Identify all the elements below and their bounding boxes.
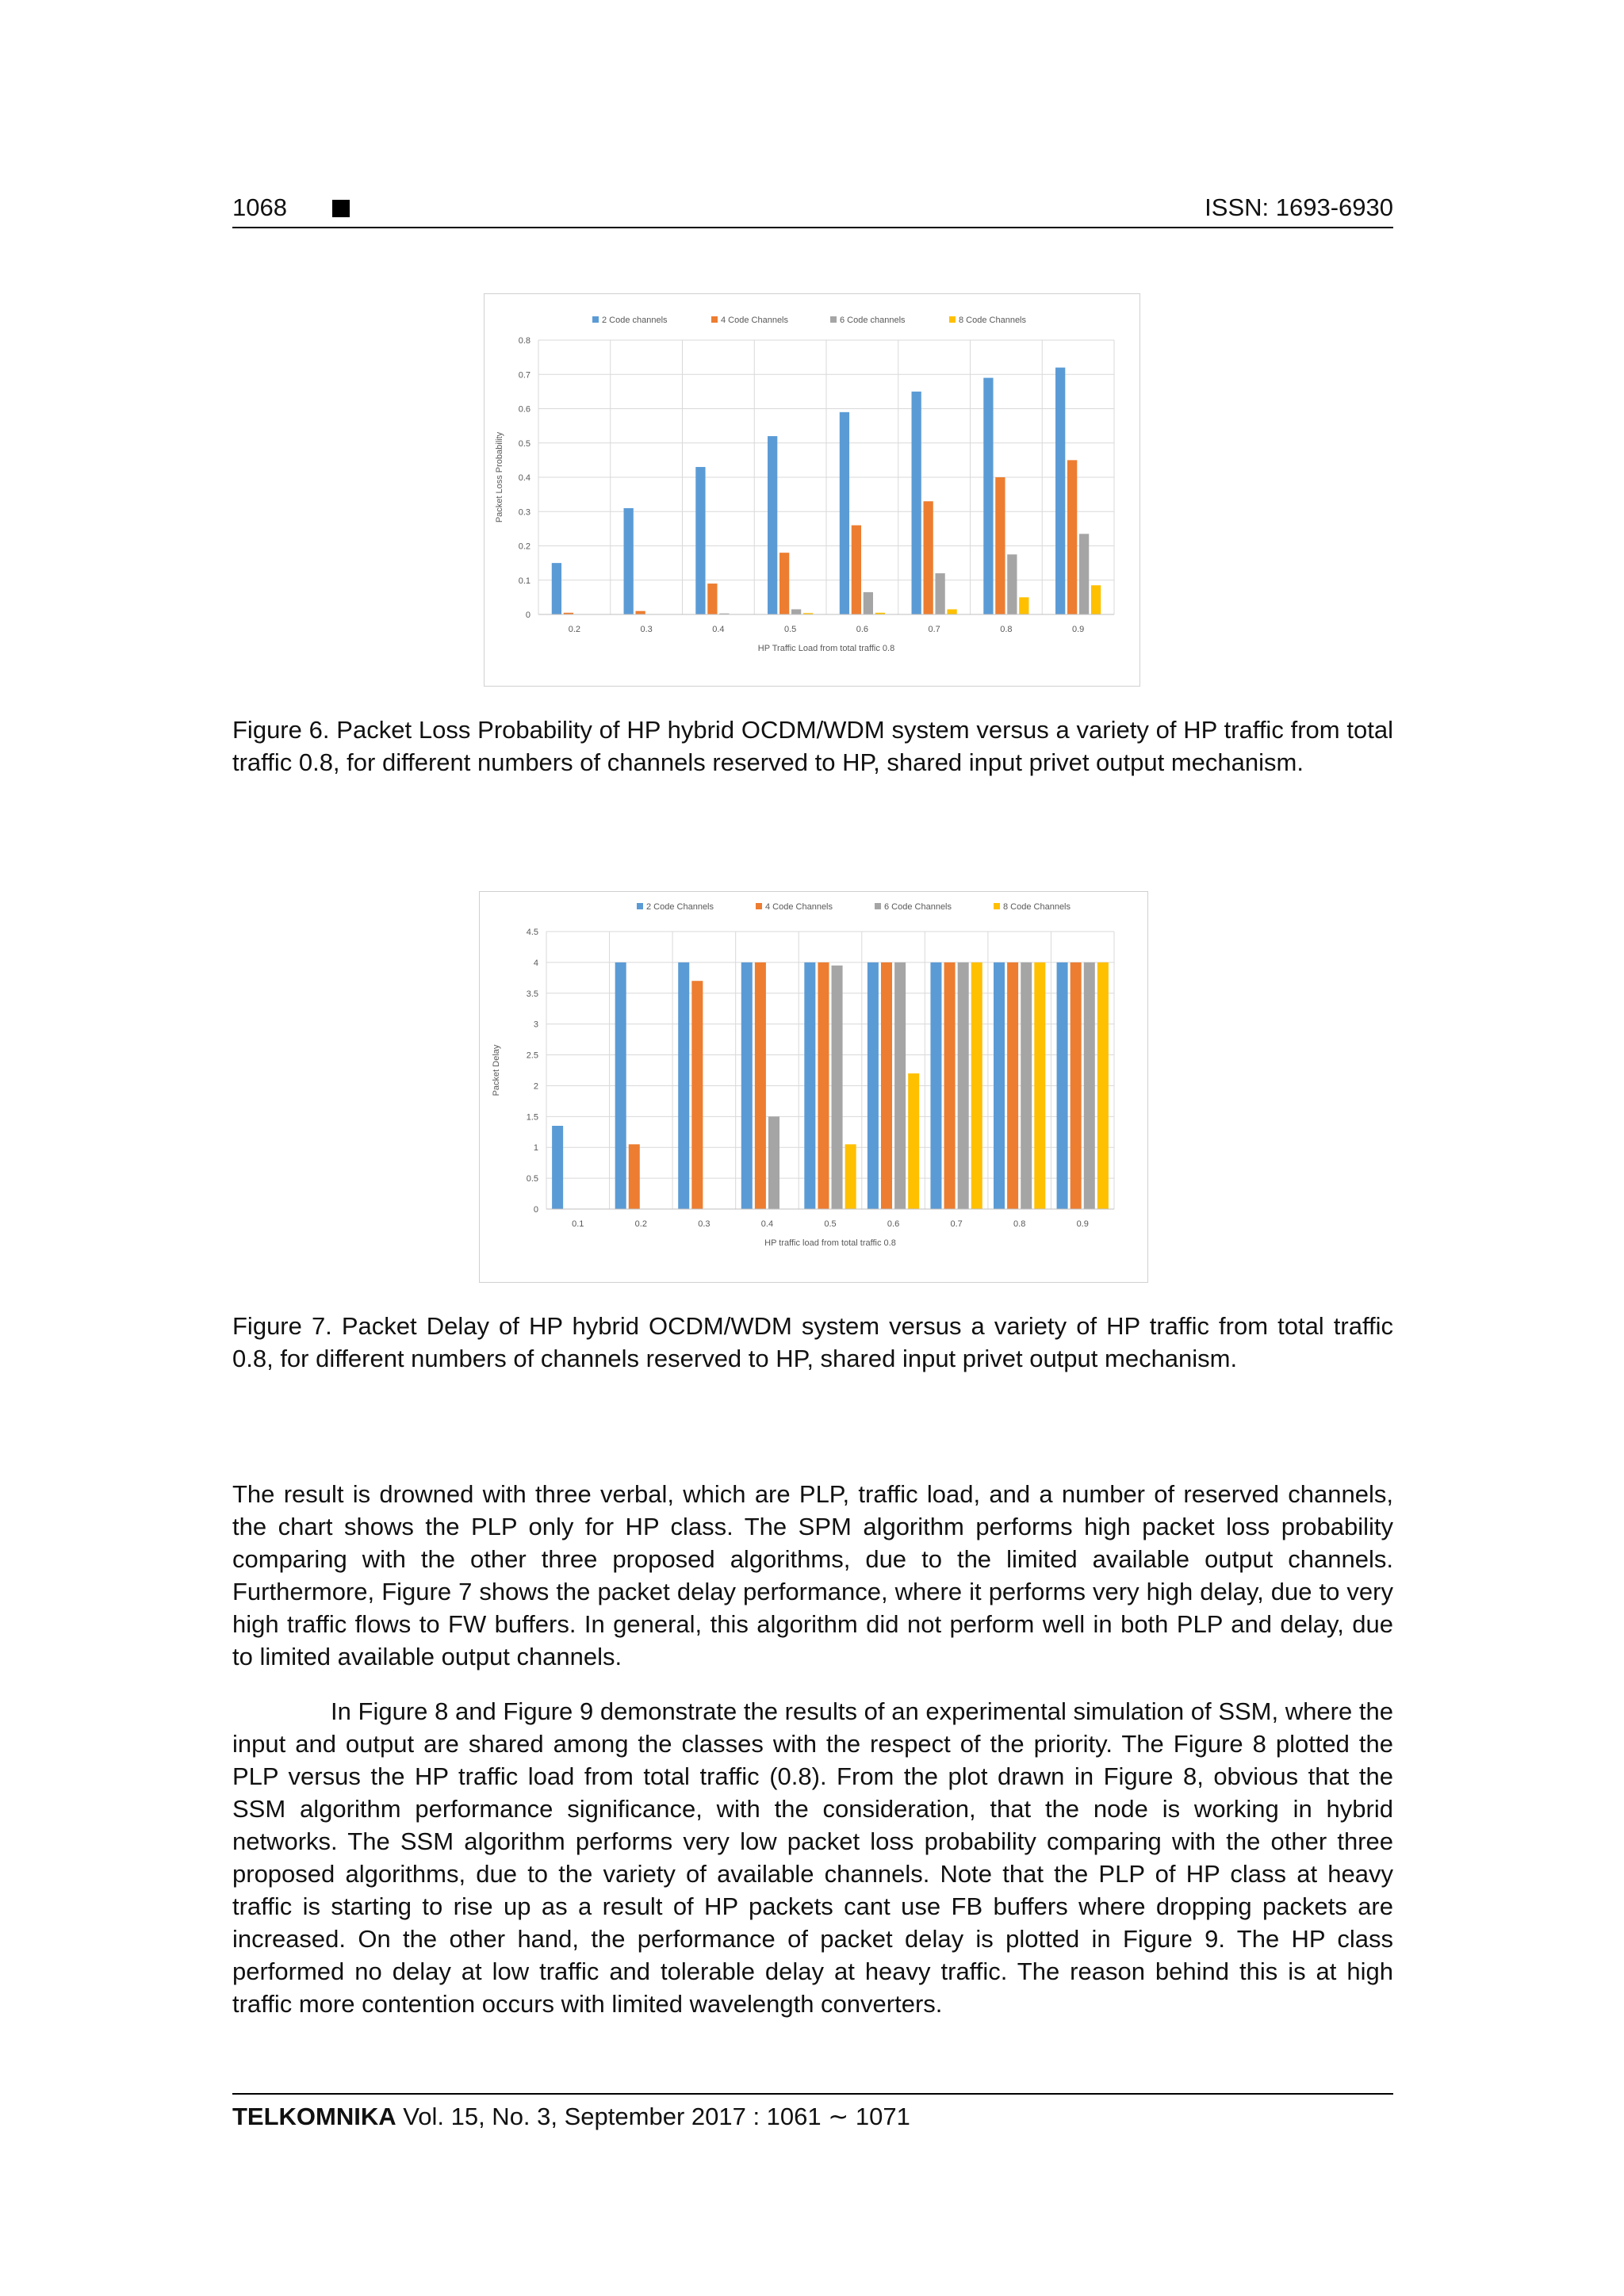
y-axis-title: Packet Delay — [492, 1044, 501, 1096]
bar — [741, 962, 753, 1209]
y-tick-label: 0 — [525, 610, 530, 620]
bar — [845, 1144, 856, 1209]
figure-7-svg — [480, 892, 1147, 1282]
legend-swatch — [592, 316, 599, 323]
legend-label: 4 Code Channels — [721, 316, 789, 325]
x-tick-label: 0.9 — [1071, 625, 1085, 634]
legend-swatch — [875, 903, 881, 909]
y-tick-label: 0.5 — [526, 1174, 538, 1184]
x-tick-label: 0.7 — [928, 625, 940, 634]
bar — [768, 436, 777, 614]
legend-swatch — [830, 316, 837, 323]
x-axis-title: HP traffic load from total traffic 0.8 — [764, 1238, 896, 1248]
y-tick-label: 0.2 — [518, 541, 530, 552]
bar — [832, 966, 843, 1209]
bar — [947, 610, 956, 614]
x-tick-label: 0.2 — [634, 1219, 647, 1229]
bar — [930, 962, 941, 1209]
bar — [755, 962, 766, 1209]
bar — [971, 962, 982, 1209]
legend-label: 8 Code Channels — [1003, 902, 1071, 912]
legend-swatch — [711, 316, 718, 323]
legend-label: 4 Code Channels — [765, 902, 833, 912]
bar — [995, 477, 1005, 614]
y-tick-label: 0.6 — [518, 404, 530, 415]
bar — [1067, 460, 1077, 614]
bar — [1084, 962, 1095, 1209]
footer-journal: TELKOMNIKA — [232, 2103, 396, 2130]
y-tick-label: 4.5 — [526, 928, 538, 937]
bar — [707, 584, 717, 614]
figure-6-caption: Figure 6. Packet Loss Probability of HP hybrid OCDM/WDM system versus a variety of HP traffic from total traffic 0.8, for different numbers of channels reserved to HP, shared input privet output mechanism. — [232, 716, 1393, 776]
body-paragraph-2: In Figure 8 and Figure 9 demonstrate the results of an experimental simulation of SSM, where the input and output are shared among the classes with the respect of the priority. The Figure 8 plotted the PLP versus the HP traffic load from total traffic (0.8). From the plot drawn in Figure 8, obvious that the SSM algorithm performance significance, with the consideration, that the node is working in hybrid networks. The SSM algorithm performs very low packet loss probability comparing with the other three proposed algorithms, due to the variety of available channels. Note that the PLP of HP class at heavy traffic is starting to rise up as a result of HP packets cant use FB buffers where dropping packets are increased. On the other hand, the performance of packet delay is plotted in Figure 9. The HP class performed no delay at low traffic and tolerable delay at heavy traffic. The reason behind this is at high traffic more contention occurs with limited wavelength converters. — [232, 1697, 1393, 2018]
x-tick-label: 0.3 — [640, 625, 653, 634]
figure-6-chart — [484, 293, 1140, 687]
x-tick-label: 0.8 — [1000, 625, 1013, 634]
x-tick-label: 0.3 — [698, 1219, 710, 1229]
footer-rule — [232, 2093, 1393, 2095]
y-tick-label: 0.4 — [518, 473, 530, 483]
x-tick-label: 0.8 — [1013, 1219, 1026, 1229]
bar — [935, 573, 944, 614]
x-tick-label: 0.9 — [1076, 1219, 1089, 1229]
bar — [1057, 962, 1068, 1209]
legend-swatch — [756, 903, 762, 909]
bar — [944, 962, 956, 1209]
legend-swatch — [994, 903, 1000, 909]
bar — [691, 981, 703, 1209]
x-tick-label: 0.4 — [760, 1219, 774, 1229]
y-tick-label: 1 — [533, 1143, 538, 1154]
bar — [1007, 962, 1018, 1209]
bar — [768, 1116, 779, 1209]
bar — [779, 553, 789, 614]
bar — [881, 962, 892, 1209]
bar — [994, 962, 1005, 1209]
x-tick-label: 0.1 — [572, 1219, 584, 1229]
bar — [1079, 534, 1089, 614]
bar — [804, 962, 815, 1209]
body-paragraph-1: The result is drowned with three verbal, which are PLP, traffic load, and a number of reserved channels, the chart shows the PLP only for HP class. The SPM algorithm performs high packet loss probability comparing with the other three proposed algorithms, due to the limited available output channels. Furthermore, Figure 7 shows the packet delay performance, where it performs very high delay, due to very high traffic flows to FW buffers. In general, this algorithm did not perform well in both PLP and delay, due to limited available output channels. — [232, 1480, 1393, 1670]
legend-swatch — [637, 903, 643, 909]
x-tick-label: 0.6 — [887, 1219, 900, 1229]
y-tick-label: 2.5 — [526, 1050, 538, 1061]
bar — [852, 526, 861, 614]
y-tick-label: 0.5 — [518, 438, 530, 449]
y-tick-label: 1.5 — [526, 1112, 538, 1123]
y-tick-label: 4 — [533, 958, 538, 968]
y-tick-label: 0.7 — [518, 370, 530, 381]
bar — [552, 1126, 563, 1209]
page-footer — [232, 2103, 910, 2131]
bar — [958, 962, 969, 1209]
bar — [624, 508, 634, 614]
y-tick-label: 0.8 — [518, 336, 530, 346]
bar — [1091, 585, 1101, 614]
y-tick-label: 2 — [533, 1081, 538, 1092]
bar — [678, 962, 689, 1209]
bar — [1034, 962, 1045, 1209]
bar — [894, 962, 906, 1209]
legend-label: 6 Code Channels — [884, 902, 952, 912]
bar — [840, 412, 849, 614]
figure-7-chart — [479, 891, 1148, 1283]
bar — [868, 962, 879, 1209]
y-tick-label: 0.1 — [518, 576, 530, 586]
bar — [552, 563, 561, 614]
square-bullet-icon — [332, 200, 350, 217]
x-tick-label: 0.2 — [568, 625, 581, 634]
issn-label: ISSN: 1693-6930 — [1205, 193, 1393, 221]
bar — [1097, 962, 1109, 1209]
bar — [864, 592, 873, 614]
legend-swatch — [949, 316, 956, 323]
x-tick-label: 0.7 — [950, 1219, 963, 1229]
bar — [818, 962, 829, 1209]
y-tick-label: 3.5 — [526, 989, 538, 999]
bar — [1007, 554, 1017, 614]
legend-label: 6 Code channels — [840, 316, 906, 325]
y-tick-label: 0 — [533, 1205, 538, 1215]
bar — [1071, 962, 1082, 1209]
y-axis-title: Packet Loss Probability — [495, 431, 504, 523]
legend-label: 2 Code Channels — [646, 902, 714, 912]
x-tick-label: 0.5 — [824, 1219, 837, 1229]
bar — [791, 610, 801, 614]
y-tick-label: 3 — [533, 1020, 538, 1030]
bar — [615, 962, 626, 1209]
bar — [629, 1144, 640, 1209]
x-tick-label: 0.6 — [856, 625, 869, 634]
bar — [1019, 597, 1028, 614]
bar — [908, 1073, 919, 1209]
bar — [1021, 962, 1032, 1209]
y-tick-label: 0.3 — [518, 507, 530, 518]
bar — [695, 467, 705, 614]
bar — [635, 611, 645, 614]
page-number: 1068 — [232, 193, 287, 221]
legend-label: 2 Code channels — [602, 316, 668, 325]
page-header — [232, 190, 1393, 228]
figure-6-svg — [485, 294, 1139, 686]
bar — [983, 378, 993, 614]
bar — [1055, 368, 1065, 614]
x-tick-label: 0.4 — [712, 625, 725, 634]
figure-7-caption: Figure 7. Packet Delay of HP hybrid OCDM/WDM system versus a variety of HP traffic from total traffic 0.8, for different numbers of channels reserved to HP, shared input privet output mechanism. — [232, 1312, 1393, 1372]
legend-label: 8 Code Channels — [959, 316, 1027, 325]
bar — [912, 392, 921, 614]
x-axis-title: HP Traffic Load from total traffic 0.8 — [757, 644, 895, 653]
bar — [923, 501, 933, 614]
footer-details: Vol. 15, No. 3, September 2017 : 1061 ∼ 1071 — [403, 2103, 910, 2130]
x-tick-label: 0.5 — [783, 625, 797, 634]
